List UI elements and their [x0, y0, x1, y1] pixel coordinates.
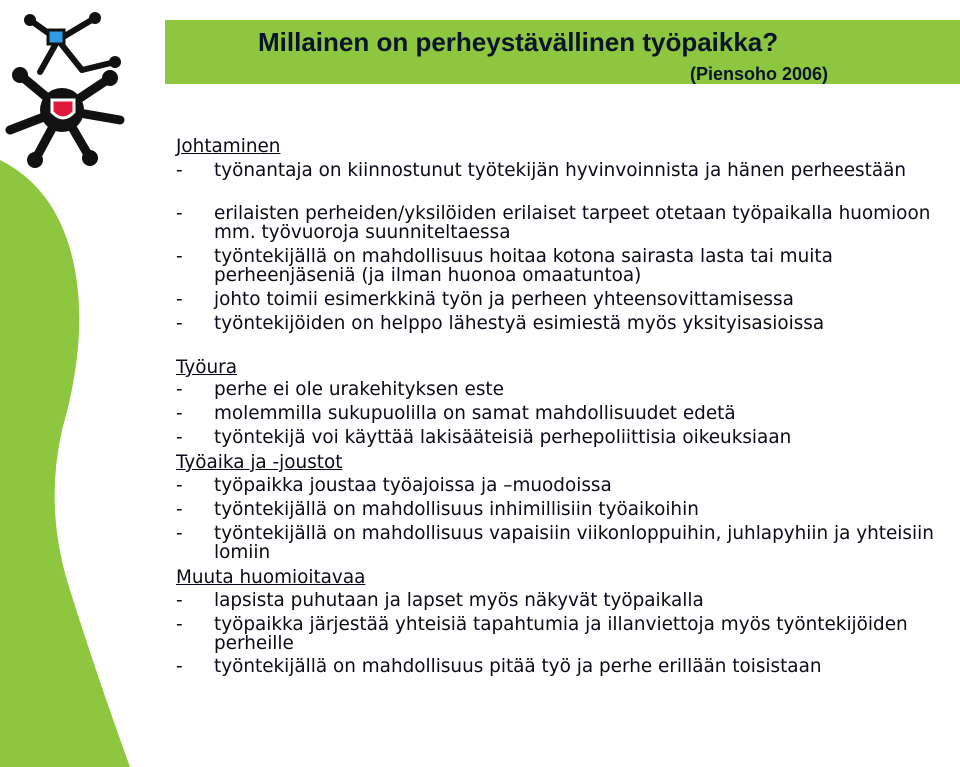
- dash-bullet: -: [176, 614, 183, 635]
- section-heading-johtaminen: Johtaminen: [176, 136, 281, 157]
- dash-bullet: -: [176, 590, 183, 611]
- list-item: - työntekijällä on mahdollisuus vapaisiin viikonloppuihin, juhlapyhiin ja yhteisiin lomiin: [176, 523, 934, 563]
- list-item: - molemmilla sukupuolilla on samat mahdollisuudet edetä: [176, 403, 736, 424]
- dash-bullet: -: [176, 246, 183, 267]
- dash-bullet: -: [176, 203, 183, 224]
- list-item: - työnantaja on kiinnostunut työtekijän hyvinvoinnista ja hänen perheestään: [176, 160, 907, 181]
- dash-bullet: -: [176, 289, 183, 310]
- list-item: - erilaisten perheiden/yksilöiden erilaiset tarpeet otetaan työpaikalla huomioon mm. työvuoroja suunniteltaessa: [176, 203, 931, 243]
- section-heading-tyoura: Työura: [176, 357, 237, 378]
- dash-bullet: -: [176, 160, 183, 181]
- stick-figure-top: [24, 12, 121, 72]
- list-item: - työntekijällä on mahdollisuus pitää työ ja perhe erillään toisistaan: [176, 656, 822, 677]
- list-item: - työpaikka järjestää yhteisiä tapahtumia ja illanviettoja myös työntekijöiden perheille: [176, 614, 908, 654]
- page-title: Millainen on perheystävällinen työpaikka?: [258, 27, 779, 57]
- list-item: - perhe ei ole urakehityksen este: [176, 379, 504, 400]
- blue-badge: [48, 30, 64, 44]
- list-item: - työntekijä voi käyttää lakisääteisiä perhepoliittisia oikeuksiaan: [176, 427, 792, 448]
- dash-bullet: -: [176, 403, 183, 424]
- green-side-band: [0, 160, 130, 767]
- dash-bullet: -: [176, 313, 183, 334]
- dash-bullet: -: [176, 379, 183, 400]
- dash-bullet: -: [176, 499, 183, 520]
- list-item: - työntekijällä on mahdollisuus hoitaa kotona sairasta lasta tai muita perheenjäseniä (ja ilman huonoa omaatuntoa): [176, 246, 833, 286]
- dash-bullet: -: [176, 656, 183, 677]
- dash-bullet: -: [176, 523, 183, 544]
- section-heading-muuta: Muuta huomioitavaa: [176, 567, 366, 588]
- list-item: - työntekijöiden on helppo lähestyä esimiestä myös yksityisasioissa: [176, 313, 825, 334]
- decorative-figures: [0, 0, 175, 767]
- source-citation: (Piensoho 2006): [690, 64, 829, 84]
- section-heading-tyoaika: Työaika ja -joustot: [176, 452, 343, 473]
- red-heart-shield: [52, 100, 74, 118]
- dash-bullet: -: [176, 475, 183, 496]
- list-item: - työntekijällä on mahdollisuus inhimillisiin työaikoihin: [176, 499, 699, 520]
- dash-bullet: -: [176, 427, 183, 448]
- list-item: - johto toimii esimerkkinä työn ja perheen yhteensovittamisessa: [176, 289, 794, 310]
- list-item: - työpaikka joustaa työajoissa ja –muodoissa: [176, 475, 612, 496]
- list-item: - lapsista puhutaan ja lapset myös näkyvät työpaikalla: [176, 590, 704, 611]
